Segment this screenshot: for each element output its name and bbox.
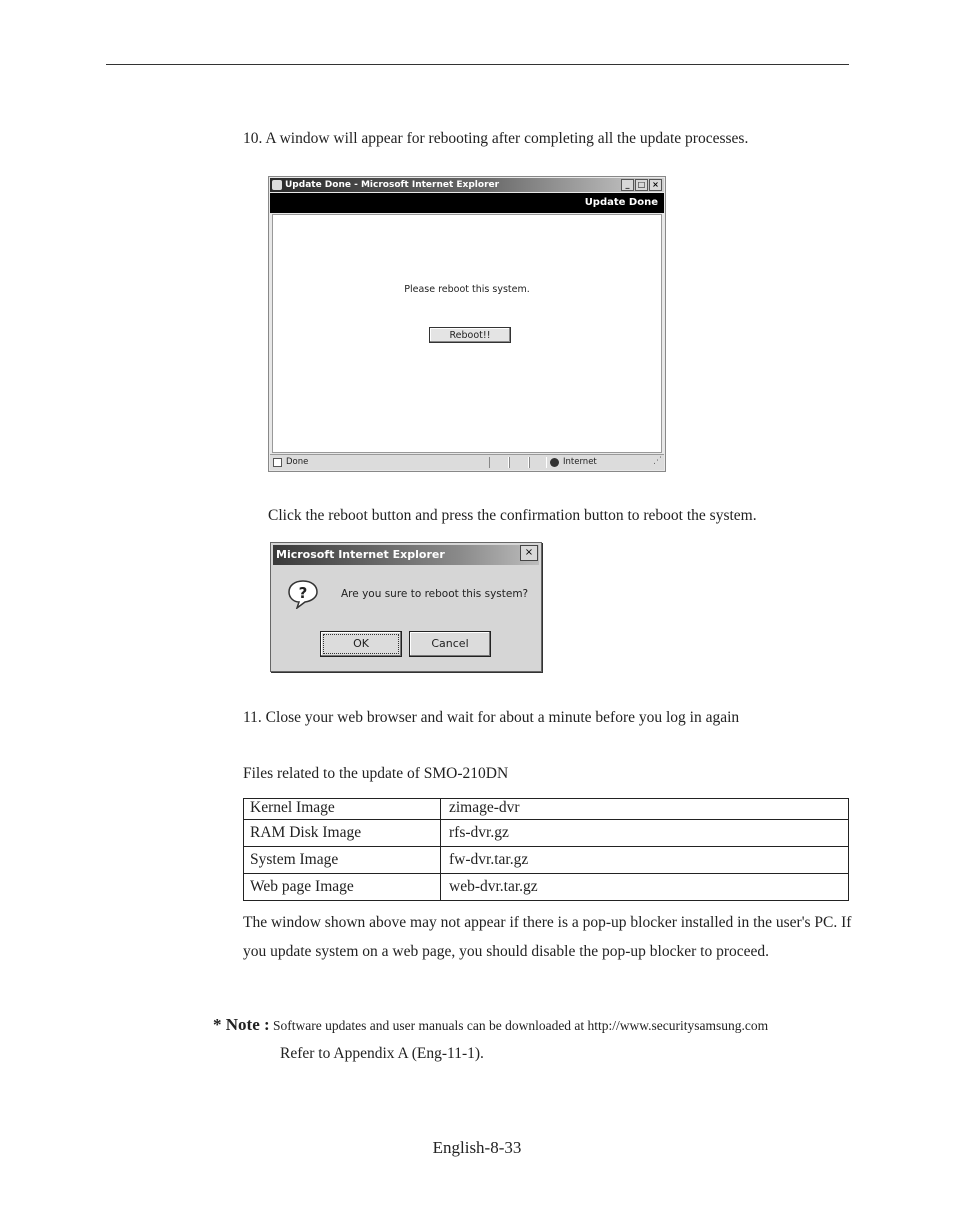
reboot-button[interactable]: Reboot!! (429, 327, 511, 343)
table-row (244, 799, 849, 820)
note-text: Software updates and user manuals can be downloaded at http://www.securitysamsung.com (273, 1018, 769, 1033)
status-segment (489, 457, 509, 468)
file-type-cell: RAM Disk Image (244, 820, 441, 847)
step-11-text: 11. Close your web browser and wait for about a minute before you log in again (243, 709, 740, 726)
popup-blocker-note: The window shown above may not appear if there is a pop-up blocker installed in the user's PC. If you update system on a web page, you should disable the pop-up blocker to proceed. (243, 914, 852, 960)
ie-update-window (268, 176, 666, 472)
table-row (244, 874, 849, 901)
note-label: * Note : (213, 1015, 270, 1034)
minimize-icon[interactable]: _ (621, 179, 634, 191)
file-name-cell: fw-dvr.tar.gz (441, 847, 849, 874)
reboot-message: Please reboot this system. (404, 284, 530, 295)
page-icon (273, 458, 282, 467)
files-heading: Files related to the update of SMO-210DN (243, 765, 509, 782)
file-type-cell: System Image (244, 847, 441, 874)
step-10-text: 10. A window will appear for rebooting after completing all the update processes. (243, 130, 749, 147)
file-name-cell: rfs-dvr.gz (441, 820, 849, 847)
ok-button[interactable]: OK (320, 631, 402, 657)
question-icon (287, 579, 319, 609)
file-name-cell: web-dvr.tar.gz (441, 874, 849, 901)
file-type-cell: Web page Image (244, 874, 441, 901)
click-instruction: Click the reboot button and press the confirmation button to reboot the system. (268, 507, 757, 524)
status-zone: Internet (563, 457, 597, 467)
ie-page-content (272, 214, 662, 453)
dialog-close-icon[interactable]: × (520, 545, 538, 561)
maximize-icon[interactable]: □ (635, 179, 648, 191)
dialog-question: Are you sure to reboot this system? (341, 588, 529, 600)
table-row (244, 847, 849, 874)
file-name-cell: zimage-dvr (441, 799, 849, 820)
ie-status-bar (270, 454, 664, 470)
page-number: English-8-33 (432, 1138, 522, 1157)
globe-icon (550, 458, 559, 467)
window-controls (620, 179, 662, 191)
table-row (244, 820, 849, 847)
note (213, 1015, 768, 1035)
confirm-dialog (270, 542, 542, 672)
ie-icon (272, 180, 282, 190)
dialog-title: Microsoft Internet Explorer (273, 545, 539, 565)
header-rule (106, 64, 849, 65)
files-table (243, 798, 849, 901)
update-done-header: Update Done (270, 193, 664, 213)
status-text: Done (286, 457, 309, 467)
close-icon[interactable]: × (649, 179, 662, 191)
status-segment (509, 457, 529, 468)
resize-grip-icon[interactable]: ⋰ (653, 456, 662, 466)
cancel-button[interactable]: Cancel (409, 631, 491, 657)
status-segment (529, 457, 547, 468)
ie-window-title: Update Done - Microsoft Internet Explorer (285, 180, 500, 190)
svg-text:?: ? (298, 584, 308, 602)
note-refer: Refer to Appendix A (Eng-11-1). (280, 1045, 484, 1062)
ie-title-bar (270, 178, 664, 192)
file-type-cell: Kernel Image (244, 799, 441, 820)
